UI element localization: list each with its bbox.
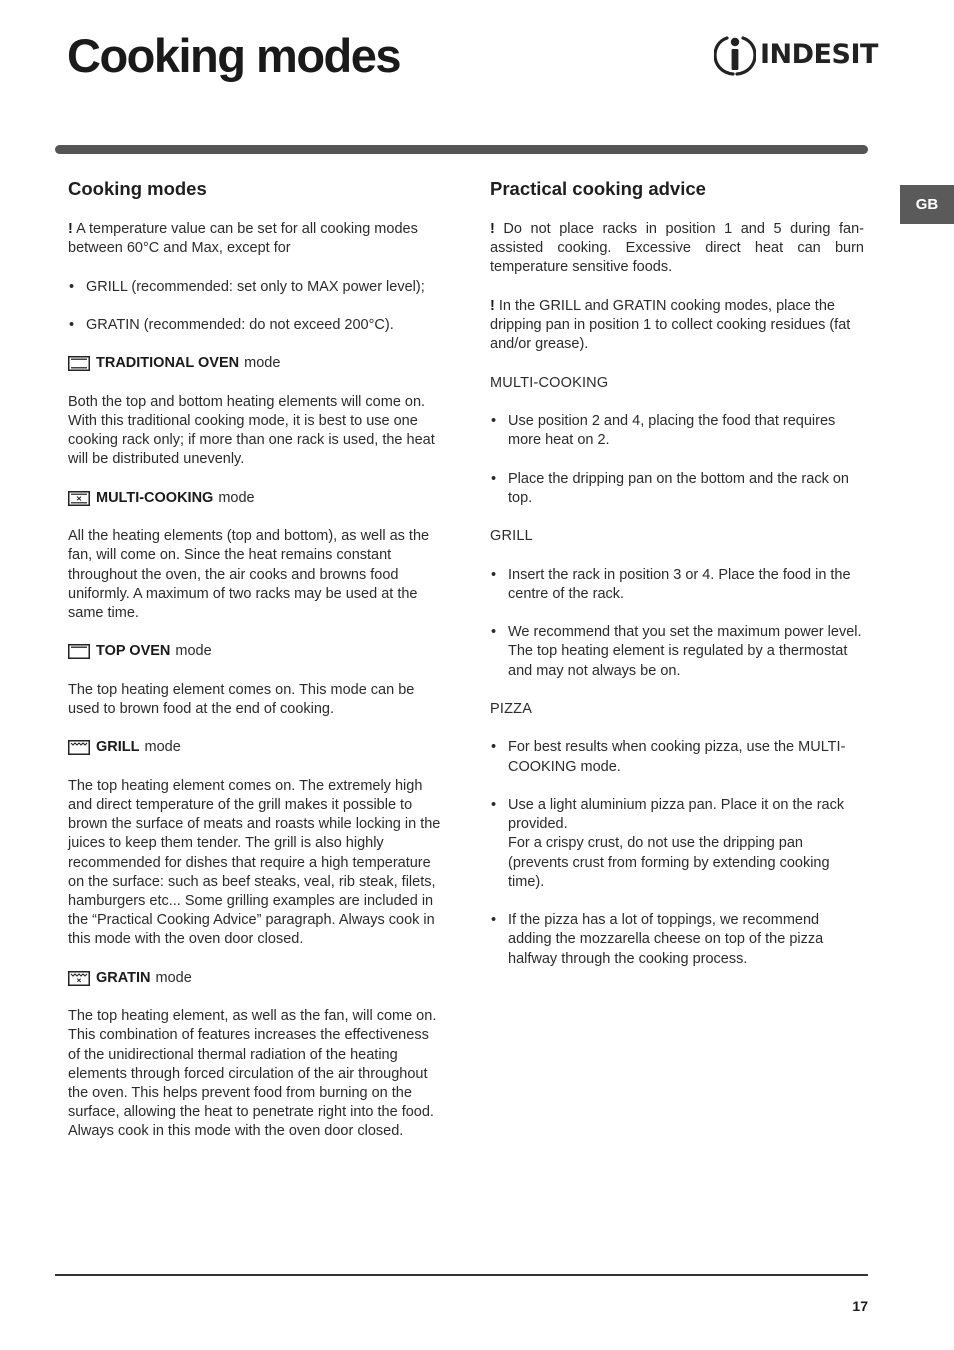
exclamation-mark: ! <box>68 221 73 237</box>
mode-word: mode <box>218 489 255 506</box>
language-tab: GB <box>900 185 954 224</box>
mode-description: Both the top and bottom heating elements will come on. With this traditional cooking mode, it is best to use one cooking rack only; if more than one rack is used, the heat will be distributed unevenly. <box>68 393 435 468</box>
exclamation-mark: ! <box>490 297 495 314</box>
cooking-advice-column <box>490 178 864 988</box>
warning-note <box>490 220 864 278</box>
indesit-logo-icon <box>714 32 756 76</box>
mode-description: The top heating element comes on. The extremely high and direct temperature of the grill makes it possible to brown the surface of meats and roasts while locking in the juices to keep them tender. The grill is also highly recommended for dishes that require a high temperature on the surface: such as beef steaks, veal, rib steak, filets, hamburgers etc... Some grilling examples are included in the “Practical Cooking Advice” paragraph. Always cook in this mode with the oven door closed. <box>68 777 441 948</box>
mode-heading-gratin <box>68 969 442 988</box>
list-item: • If the pizza has a lot of toppings, we recommend adding the mozzarella cheese on top of the pizza halfway through the cooking process. <box>490 911 864 969</box>
mode-description: The top heating element, as well as the fan, will come on. This combination of features increases the effectiveness of the unidirectional thermal radiation of the heating elements through forced circulation of the air throughout the oven. This helps prevent food from burning on the surface, allowing the heat to penetrate right into the food. Always cook in this mode with the oven door closed. <box>68 1008 437 1140</box>
mode-word: mode <box>175 643 212 660</box>
warning-note <box>490 297 864 355</box>
list-item: • We recommend that you set the maximum power level. The top heating element is regulated by a thermostat and may not always be on. <box>490 623 864 681</box>
page-title: Cooking modes <box>67 29 401 82</box>
mode-word: mode <box>155 969 192 986</box>
mode-word: mode <box>144 739 181 756</box>
section-title-multi-cooking: MULTI-COOKING <box>490 374 609 391</box>
section-title-grill: GRILL <box>490 528 533 545</box>
brand-logo <box>714 32 878 76</box>
gratin-icon <box>68 971 90 986</box>
list-item-line: For a crispy crust, do not use the dripping pan (prevents crust from forming by extending cooking time). <box>508 835 830 890</box>
mode-name: GRILL <box>96 739 140 756</box>
list-item: • Use position 2 and 4, placing the food that requires more heat on 2. <box>490 412 864 450</box>
cooking-modes-heading: Cooking modes <box>68 178 207 199</box>
mode-heading-multi-cooking <box>68 489 442 508</box>
brand-name: INDESIT <box>760 38 878 70</box>
temperature-note-text: A temperature value can be set for all cooking modes between 60°C and Max, except for <box>68 221 418 257</box>
cooking-advice-heading: Practical cooking advice <box>490 178 706 199</box>
section-title-pizza: PIZZA <box>490 700 533 717</box>
mode-description: All the heating elements (top and bottom), as well as the fan, will come on. Since the heat remains constant throughout the oven, the air cooks and browns food uniformly. A maximum of two racks may be used at the same time. <box>68 528 430 621</box>
warning-text: In the GRILL and GRATIN cooking modes, place the dripping pan in position 1 to collect cooking residues (fat and/or grease). <box>490 297 851 353</box>
list-item: • For best results when cooking pizza, use the MULTI-COOKING mode. <box>490 738 864 776</box>
header-rule <box>55 145 868 154</box>
grill-tips <box>490 566 864 681</box>
mode-name: TRADITIONAL OVEN <box>96 355 240 372</box>
mode-heading-top-oven <box>68 642 442 661</box>
list-item: • Place the dripping pan on the bottom and the rack on top. <box>490 470 864 508</box>
warning-text: Do not place racks in position 1 and 5 during fan-assisted cooking. Excessive direct heat can burn temperature sensitive foods. <box>490 221 864 276</box>
mode-name: MULTI-COOKING <box>96 489 214 506</box>
mode-word: mode <box>244 355 281 372</box>
list-item <box>490 796 864 892</box>
grill-icon <box>68 740 90 755</box>
cooking-modes-column <box>68 178 442 1161</box>
multi-cooking-tips <box>490 412 864 508</box>
footer-rule <box>55 1274 868 1276</box>
mode-heading-grill <box>68 738 442 757</box>
list-item-line: • Use a light aluminium pizza pan. Place it on the rack provided. <box>508 796 845 833</box>
mode-heading-traditional-oven <box>68 354 442 373</box>
mode-description: The top heating element comes on. This mode can be used to brown food at the end of cooking. <box>68 681 415 717</box>
page-number: 17 <box>852 1298 868 1314</box>
traditional-oven-icon <box>68 356 90 371</box>
list-item: • GRATIN (recommended: do not exceed 200°C). <box>68 316 442 335</box>
list-item: • Insert the rack in position 3 or 4. Place the food in the centre of the rack. <box>490 566 864 604</box>
mode-name: GRATIN <box>96 969 151 986</box>
list-item: • GRILL (recommended: set only to MAX power level); <box>68 278 442 297</box>
top-oven-icon <box>68 644 90 659</box>
exclamation-mark: ! <box>490 221 495 237</box>
mode-name: TOP OVEN <box>96 643 171 660</box>
exception-list <box>68 278 442 336</box>
temperature-note <box>68 220 442 258</box>
pizza-tips <box>490 738 864 968</box>
multi-cooking-icon <box>68 491 90 506</box>
